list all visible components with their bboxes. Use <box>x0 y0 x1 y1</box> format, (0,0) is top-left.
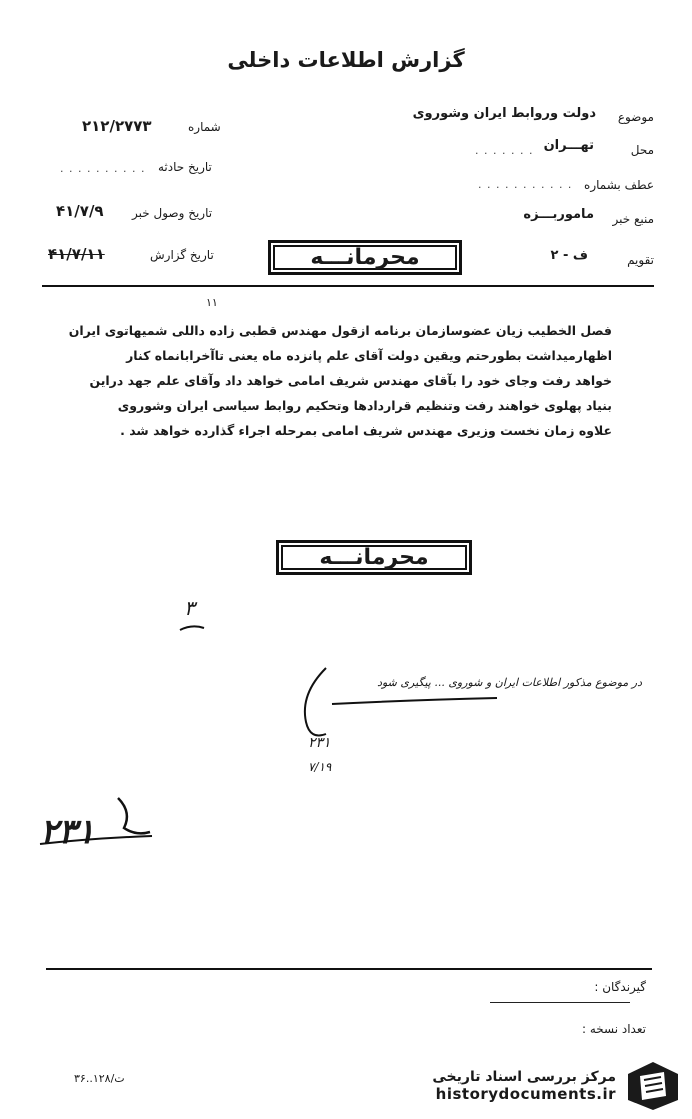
copies-label: تعداد نسخه : <box>581 1022 646 1036</box>
handwritten-number-a: ۲۳۱ <box>308 735 331 751</box>
body-line: علاوه زمان نخست وزیری مهندس شریف امامی بمرحله اجراء گذارده خواهد شد . <box>120 423 612 438</box>
handwritten-mark: ۳ <box>184 596 195 620</box>
watermark-logo <box>400 1058 682 1114</box>
source-label: منبع خبر <box>612 212 654 226</box>
confidential-stamp-bottom: محرمانـــه <box>276 540 472 575</box>
report-title: گزارش اطلاعات داخلی <box>227 48 465 72</box>
event-date-label: تاریخ حادثه <box>158 160 212 174</box>
body-line: فصل الخطیب زیان عضوسازمان برنامه ازقول مهندس قطبی زاده داللی شمیهاتوی ایران <box>68 323 612 338</box>
source-value: ماموربـــزه <box>523 207 594 222</box>
watermark-en: historydocuments.ir <box>435 1085 616 1103</box>
archive-number: ۲۳۱ <box>40 812 95 852</box>
reference-dots: . . . . . . . . . . . <box>478 178 573 191</box>
body-line: خواهد رفت وجای خود را بآقای مهندس شریف امامی خواهد داد وآقای علم جهد دراین <box>89 373 612 388</box>
body-line: اظهارمیداشت بطورحتم ویقین دولت آقای علم پانزده ماه یعنی تاآخرابانماه کنار <box>126 348 612 363</box>
handwritten-underline <box>292 664 502 744</box>
header-separator <box>42 285 654 287</box>
archive-logo-icon <box>624 1060 682 1112</box>
confidential-stamp-top: محرمانـــه <box>268 240 462 275</box>
watermark-fa: مرکز بررسی اسناد تاریخی <box>432 1069 616 1085</box>
recipients-label: گیرندگان : <box>594 980 646 994</box>
footer-separator <box>46 968 652 970</box>
subject-label: موضوع <box>617 110 654 124</box>
subject-value: دولت وروابط ایران وشوروی <box>412 106 596 121</box>
report-date-label: تاریخ گزارش <box>150 248 214 262</box>
body-line: بنیاد پهلوی خواهند رفت وتنظیم قراردادها وتحکیم روابط سیاسی ایران وشوروی <box>117 398 612 413</box>
report-body <box>62 318 612 443</box>
mark-11: ۱۱ <box>206 296 218 309</box>
place-label: محل <box>630 143 654 157</box>
evaluation-label: تقویم <box>627 253 654 267</box>
receipt-date-label: تاریخ وصول خبر <box>132 206 213 220</box>
archive-signature <box>36 792 156 852</box>
event-date-dots: . . . . . . . . . . <box>60 162 146 175</box>
recipients-line <box>490 1002 630 1003</box>
handwritten-stroke <box>178 622 206 634</box>
reference-label: عطف بشماره <box>584 178 654 192</box>
place-value: تهـــران <box>543 138 594 153</box>
report-date-value: ۴۱/۷/۱۱ <box>48 245 105 263</box>
handwritten-note: در موضوع مذکور اطلاعات ایران و شوروی ... پیگیری شود <box>377 676 642 689</box>
number-value: ۲۱۲/۲۷۷۳ <box>82 117 152 135</box>
handwritten-number-b: ۷/۱۹ <box>308 760 332 774</box>
evaluation-value: ف - ۲ <box>550 248 588 263</box>
number-label: شماره <box>188 120 221 134</box>
receipt-date-value: ۴۱/۷/۹ <box>56 202 104 220</box>
form-code: ت/۱۲۸..۳۶ <box>74 1072 125 1085</box>
watermark-text <box>400 1069 616 1103</box>
place-dots: . . . . . . . <box>475 144 534 157</box>
